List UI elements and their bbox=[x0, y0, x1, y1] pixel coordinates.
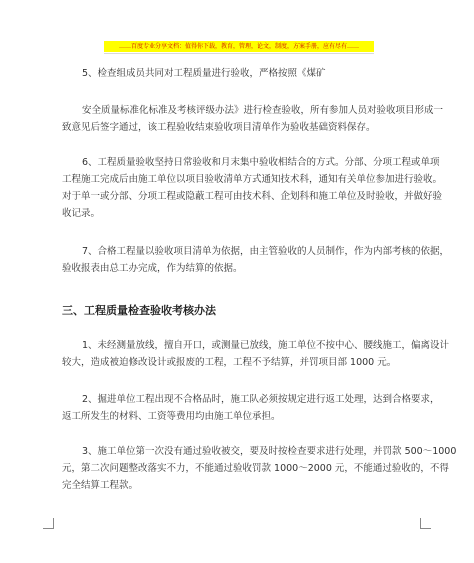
text-line: 3、施工单位第一次没有通过验收被交，要及时按检查要求进行处理，并罚款 500～1000 bbox=[82, 446, 457, 457]
text-line: 安全质量标准化标准及考核评级办法》进行检查验收，所有参加人员对验收项目形成一 bbox=[82, 105, 444, 116]
paragraph-item-7 bbox=[62, 243, 450, 277]
paragraph-rule-3 bbox=[62, 443, 457, 494]
text-line: 6、工程质量验收坚持日常验收和月末集中验收相结合的方式。分部、分项工程或单项 bbox=[82, 157, 440, 168]
text-line: 工程施工完成后由施工单位以项目验收清单方式通知技术科，通知有关单位参加进行验收。 bbox=[62, 174, 443, 185]
page-corner-mark-right bbox=[420, 518, 431, 529]
text-line: 2、掘进单位工程出现不合格品时，施工队必须按规定进行返工处理，达到合格要求， bbox=[82, 394, 440, 405]
text-line: 1、未经测量放线，擅自开口，或测量已放线，施工单位不按中心、腰线施工，偏离设计 bbox=[82, 340, 450, 351]
paragraph-item-5 bbox=[62, 65, 414, 82]
header-banner: ……百度专业分享文档：值得你下载，教育，管理，论文，制度，方案手册，应有尽有…… bbox=[104, 41, 374, 52]
text-line: 元，第二次问题整改落实不力，不能通过验收罚款 1000～2000 元，不能通过验收的，不得 bbox=[62, 463, 449, 474]
paragraph-item-6 bbox=[62, 154, 443, 222]
banner-divider bbox=[104, 53, 374, 54]
paragraph-safety-standard bbox=[62, 102, 444, 136]
text-line: 较大，造成被迫修改设计或报废的工程，工程不予结算，并罚项目部 1000 元。 bbox=[62, 357, 397, 368]
paragraph-rule-1 bbox=[62, 337, 450, 371]
text-line: 7、合格工程量以验收项目清单为依据，由主管验收的人员制作，作为内部考核的依据， bbox=[82, 246, 450, 257]
page-corner-mark-left bbox=[43, 518, 54, 529]
text-line: 致意见后签字通过，该工程验收结束验收项目清单作为验收基础资料保存。 bbox=[62, 122, 376, 133]
paragraph-rule-2 bbox=[62, 391, 440, 425]
text-line: 5、检查组成员共同对工程质量进行验收，严格按照《煤矿 bbox=[82, 68, 326, 79]
text-line: 验收报表由总工办完成，作为结算的依据。 bbox=[62, 263, 243, 274]
text-line: 收记录。 bbox=[62, 208, 101, 219]
section-heading: 三、工程质量检查验收考核办法 bbox=[62, 304, 216, 317]
text-line: 返工所发生的材料、工资等费用均由施工单位承担。 bbox=[62, 411, 281, 422]
text-line: 完全结算工程款。 bbox=[62, 480, 139, 491]
text-line: 对于单一或分部、分项工程或隐蔽工程可由技术科、企划科和施工单位及时验收，并做好验 bbox=[62, 191, 443, 202]
